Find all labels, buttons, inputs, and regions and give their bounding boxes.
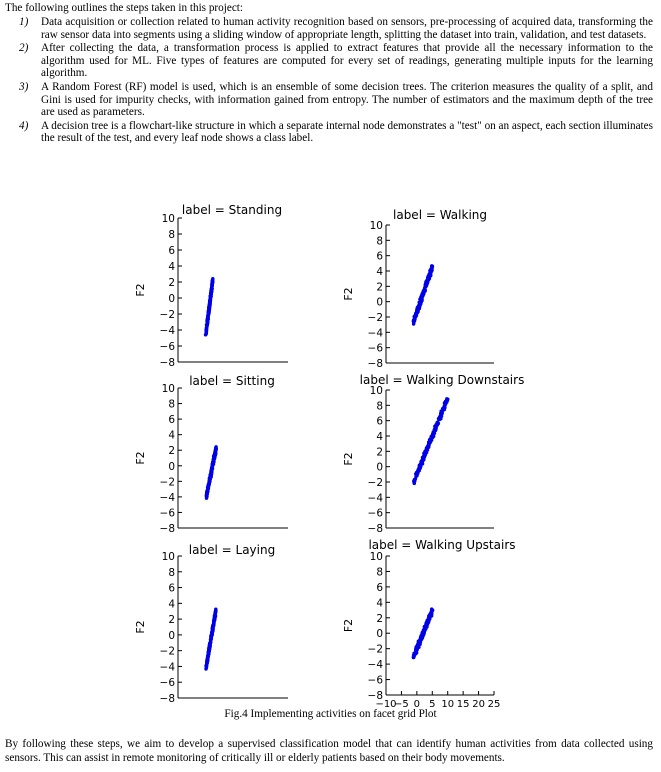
- facet-panel-2: [342, 208, 494, 370]
- y-tick-label: −6: [159, 677, 175, 690]
- step-text: A Random Forest (RF) model is used, which is an ensemble of some decision trees. The criterion measures the quality of a split, and Gini is used for impurity checks, with information gained from entropy. The number of estimators and the maximum depth of the tree are used as parameters.: [41, 80, 653, 119]
- y-tick-label: 4: [376, 266, 383, 278]
- data-point: [209, 475, 212, 478]
- data-point: [414, 315, 417, 318]
- step-text: Data acquisition or collection related to human activity recognition based on sensors, pre-processing of acquired data, transforming the raw sensor data into segments using a sliding window of appropriate length, splitting the dataset into train, validation, and test datasets.: [41, 16, 653, 41]
- y-tick-label: −8: [159, 357, 175, 369]
- data-point: [206, 491, 209, 494]
- steps-list: [5, 16, 653, 146]
- data-point: [430, 434, 433, 437]
- y-tick-label: 0: [168, 460, 175, 473]
- step-number: 3): [19, 80, 29, 93]
- y-tick-label: −2: [159, 309, 175, 321]
- data-point: [213, 455, 216, 458]
- data-point: [413, 479, 416, 482]
- facet-panel-6: [342, 538, 516, 710]
- facet-panel-5: [134, 543, 288, 705]
- data-point: [421, 635, 424, 638]
- data-point: [205, 331, 208, 334]
- data-point: [211, 463, 214, 466]
- data-point: [206, 656, 209, 659]
- data-point: [423, 454, 426, 457]
- data-point: [211, 625, 214, 628]
- y-tick-label: 6: [376, 415, 383, 428]
- y-tick-label: 10: [369, 551, 383, 563]
- data-point: [423, 628, 426, 631]
- y-tick-label: −4: [159, 325, 175, 337]
- y-tick-label: −4: [159, 661, 175, 674]
- y-tick-label: 2: [376, 281, 383, 294]
- y-tick-label: −6: [159, 341, 175, 353]
- panel-title: label = Walking: [393, 208, 487, 222]
- y-tick-label: 8: [168, 566, 175, 579]
- data-point: [207, 485, 210, 488]
- y-tick-label: −8: [159, 693, 175, 705]
- y-tick-label: 0: [168, 629, 175, 642]
- y-axis-label: F2: [134, 283, 147, 297]
- x-tick-label: 0: [413, 699, 421, 710]
- step-item: [5, 81, 653, 119]
- y-tick-label: 8: [376, 566, 383, 579]
- step-text: After collecting the data, a transformation process is applied to extract features that provide all the necessary information to the algorithm used for ML. Five types of features are computed for every set of readings, generating multiple inputs for the learning algorithm.: [41, 42, 653, 80]
- y-tick-label: −4: [367, 492, 383, 505]
- y-tick-label: 8: [168, 229, 175, 241]
- conclusion-text: By following these steps, we aim to develop a supervised classification model that can identify human activities from data collected using sensors. This can assist in remote monitoring of critically ill or elderly patients based on their body movements.: [5, 738, 653, 764]
- step-number: 4): [19, 119, 29, 132]
- x-tick-label: 5: [429, 699, 436, 710]
- y-tick-label: −8: [367, 690, 383, 702]
- data-point: [214, 610, 217, 613]
- data-point: [206, 660, 209, 663]
- data-point: [432, 431, 435, 434]
- data-point: [206, 320, 209, 323]
- data-point: [427, 444, 430, 447]
- step-item: [5, 120, 653, 145]
- y-tick-label: −2: [159, 645, 175, 658]
- y-tick-label: 10: [369, 220, 383, 232]
- y-axis-label: F2: [342, 287, 355, 301]
- y-tick-label: 8: [168, 398, 175, 411]
- y-tick-label: 6: [376, 581, 383, 594]
- data-point: [205, 496, 208, 499]
- panel-title: label = Standing: [181, 203, 283, 217]
- y-tick-label: 10: [161, 551, 175, 563]
- panel-title: label = Walking Upstairs: [368, 538, 516, 552]
- y-tick-label: 0: [168, 293, 175, 305]
- data-point: [428, 614, 431, 617]
- y-tick-label: 10: [161, 213, 175, 225]
- panel-title: label = Sitting: [189, 374, 275, 388]
- y-tick-label: −4: [367, 659, 383, 672]
- data-point: [420, 294, 423, 297]
- y-tick-label: −2: [367, 312, 383, 324]
- data-point: [207, 308, 210, 311]
- y-tick-label: 0: [376, 296, 383, 309]
- y-tick-label: −2: [159, 476, 175, 489]
- y-tick-label: 2: [376, 446, 383, 459]
- data-point: [425, 282, 428, 285]
- data-point: [416, 644, 419, 647]
- y-tick-label: −4: [159, 491, 175, 504]
- y-tick-label: 2: [376, 612, 383, 625]
- data-point: [428, 275, 431, 278]
- data-point: [423, 288, 426, 291]
- data-point: [207, 651, 210, 654]
- data-point: [420, 298, 423, 301]
- x-tick-label: 15: [456, 699, 470, 710]
- data-point: [428, 440, 431, 443]
- y-tick-label: 6: [376, 250, 383, 263]
- y-axis-label: F2: [134, 451, 147, 465]
- data-point: [206, 317, 209, 320]
- x-tick-label: −10: [375, 699, 397, 710]
- intro-text: The following outlines the steps taken in this project:: [5, 2, 244, 14]
- data-point: [414, 475, 417, 478]
- data-point: [210, 285, 213, 288]
- x-tick-label: −5: [394, 699, 409, 710]
- y-tick-label: 6: [168, 245, 175, 257]
- y-tick-label: 2: [168, 445, 175, 458]
- data-point: [208, 303, 211, 306]
- facet-grid-figure: [0, 198, 661, 720]
- data-point: [422, 291, 425, 294]
- data-point: [439, 417, 442, 420]
- y-axis-label: F2: [342, 618, 355, 633]
- data-point: [412, 322, 415, 325]
- data-point: [421, 458, 424, 461]
- step-number: 2): [19, 42, 29, 55]
- data-point: [446, 398, 449, 401]
- data-point: [415, 309, 418, 312]
- y-tick-label: 2: [168, 614, 175, 627]
- data-point: [209, 470, 212, 473]
- y-tick-label: 0: [376, 628, 383, 641]
- data-point: [209, 292, 212, 295]
- y-tick-label: −6: [159, 507, 175, 520]
- y-tick-label: 2: [168, 277, 175, 289]
- facet-panel-4: [342, 373, 524, 535]
- data-point: [436, 421, 439, 424]
- facet-panel-1: [134, 203, 288, 369]
- y-tick-label: 10: [161, 383, 175, 395]
- data-point: [207, 311, 210, 314]
- data-point: [429, 269, 432, 272]
- y-tick-label: 4: [168, 429, 175, 442]
- x-tick-label: 20: [472, 699, 485, 710]
- x-tick-label: 25: [487, 699, 501, 710]
- data-point: [425, 621, 428, 624]
- figure-caption: Fig.4 Implementing activities on facet grid Plot: [224, 708, 437, 720]
- y-axis-label: F2: [134, 620, 147, 634]
- step-number: 1): [19, 16, 29, 28]
- y-tick-label: 4: [376, 431, 383, 443]
- data-point: [212, 458, 215, 461]
- y-tick-label: 6: [168, 582, 175, 595]
- y-tick-label: −6: [367, 507, 383, 520]
- panel-title: label = Laying: [188, 543, 276, 557]
- y-tick-label: 8: [376, 400, 383, 413]
- y-axis-label: F2: [342, 452, 355, 466]
- x-tick-label: 10: [441, 699, 455, 710]
- step-text: A decision tree is a flowchart-like structure in which a separate internal node demonstrates a "test" on an aspect, each section illuminates the result of the test, and every leaf node shows a class label.: [41, 119, 653, 145]
- data-point: [211, 628, 214, 631]
- y-tick-label: 10: [369, 385, 383, 397]
- y-tick-label: 4: [376, 597, 383, 610]
- data-point: [412, 654, 415, 657]
- data-point: [205, 327, 208, 330]
- y-tick-label: 4: [168, 261, 175, 273]
- data-point: [209, 638, 212, 641]
- data-point: [431, 609, 434, 612]
- data-point: [210, 632, 213, 635]
- data-point: [417, 467, 420, 470]
- y-tick-label: −2: [367, 643, 383, 656]
- facet-panel-3: [134, 374, 288, 535]
- data-point: [208, 647, 211, 650]
- y-tick-label: −2: [367, 477, 383, 489]
- y-tick-label: 6: [168, 414, 175, 427]
- panel-title: label = Walking Downstairs: [359, 373, 525, 387]
- y-tick-label: −8: [159, 523, 175, 535]
- y-tick-label: −6: [367, 674, 383, 687]
- data-point: [208, 642, 211, 645]
- data-point: [214, 446, 217, 449]
- y-tick-label: 8: [376, 235, 383, 248]
- data-point: [440, 409, 443, 412]
- y-tick-label: −8: [367, 358, 383, 370]
- step-item: [5, 16, 653, 41]
- y-tick-label: −6: [367, 342, 383, 355]
- data-point: [213, 615, 216, 618]
- data-point: [443, 405, 446, 408]
- data-point: [209, 298, 212, 301]
- data-point: [435, 426, 438, 429]
- y-tick-label: −8: [367, 523, 383, 535]
- step-item: [5, 42, 653, 80]
- y-tick-label: 4: [168, 598, 175, 611]
- y-tick-label: −4: [367, 327, 383, 340]
- data-point: [413, 318, 416, 321]
- data-point: [213, 451, 216, 454]
- y-tick-label: 0: [376, 461, 383, 474]
- data-point: [419, 462, 422, 465]
- data-point: [211, 278, 214, 281]
- data-point: [417, 306, 420, 309]
- data-point: [210, 288, 213, 291]
- data-point: [208, 480, 211, 483]
